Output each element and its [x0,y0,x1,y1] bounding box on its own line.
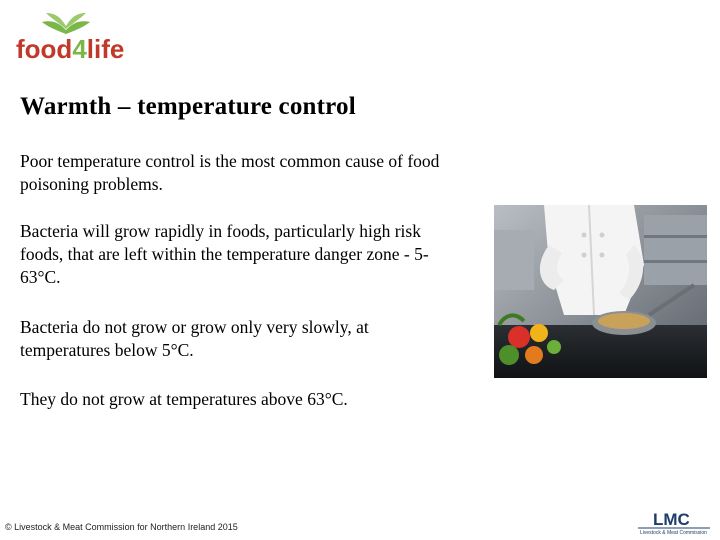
svg-text:LMC: LMC [653,510,690,529]
footer-copyright: © Livestock & Meat Commission for Northern Ireland 2015 [5,522,238,532]
chef-cooking-photo [494,205,707,378]
paragraph-danger-zone: Bacteria will grow rapidly in foods, particularly high risk foods, that are left within the temperature danger zone - 5-63°C. [20,221,429,287]
book-icon [14,10,144,66]
svg-text:Livestock & Meat Commission: Livestock & Meat Commission [640,530,707,536]
paragraph-cause: Poor temperature control is the most common cause of food poisoning problems. [20,151,440,194]
svg-text:food4life: food4life [16,34,125,64]
slide-title: Warmth – temperature control [20,93,356,120]
food4life-logo [14,10,144,66]
paragraph-above-63: They do not grow at temperatures above 63°C. [20,389,348,409]
lmc-logo [636,508,712,536]
paragraph-below-5: Bacteria do not grow or grow only very slowly, at temperatures below 5°C. [20,317,369,360]
